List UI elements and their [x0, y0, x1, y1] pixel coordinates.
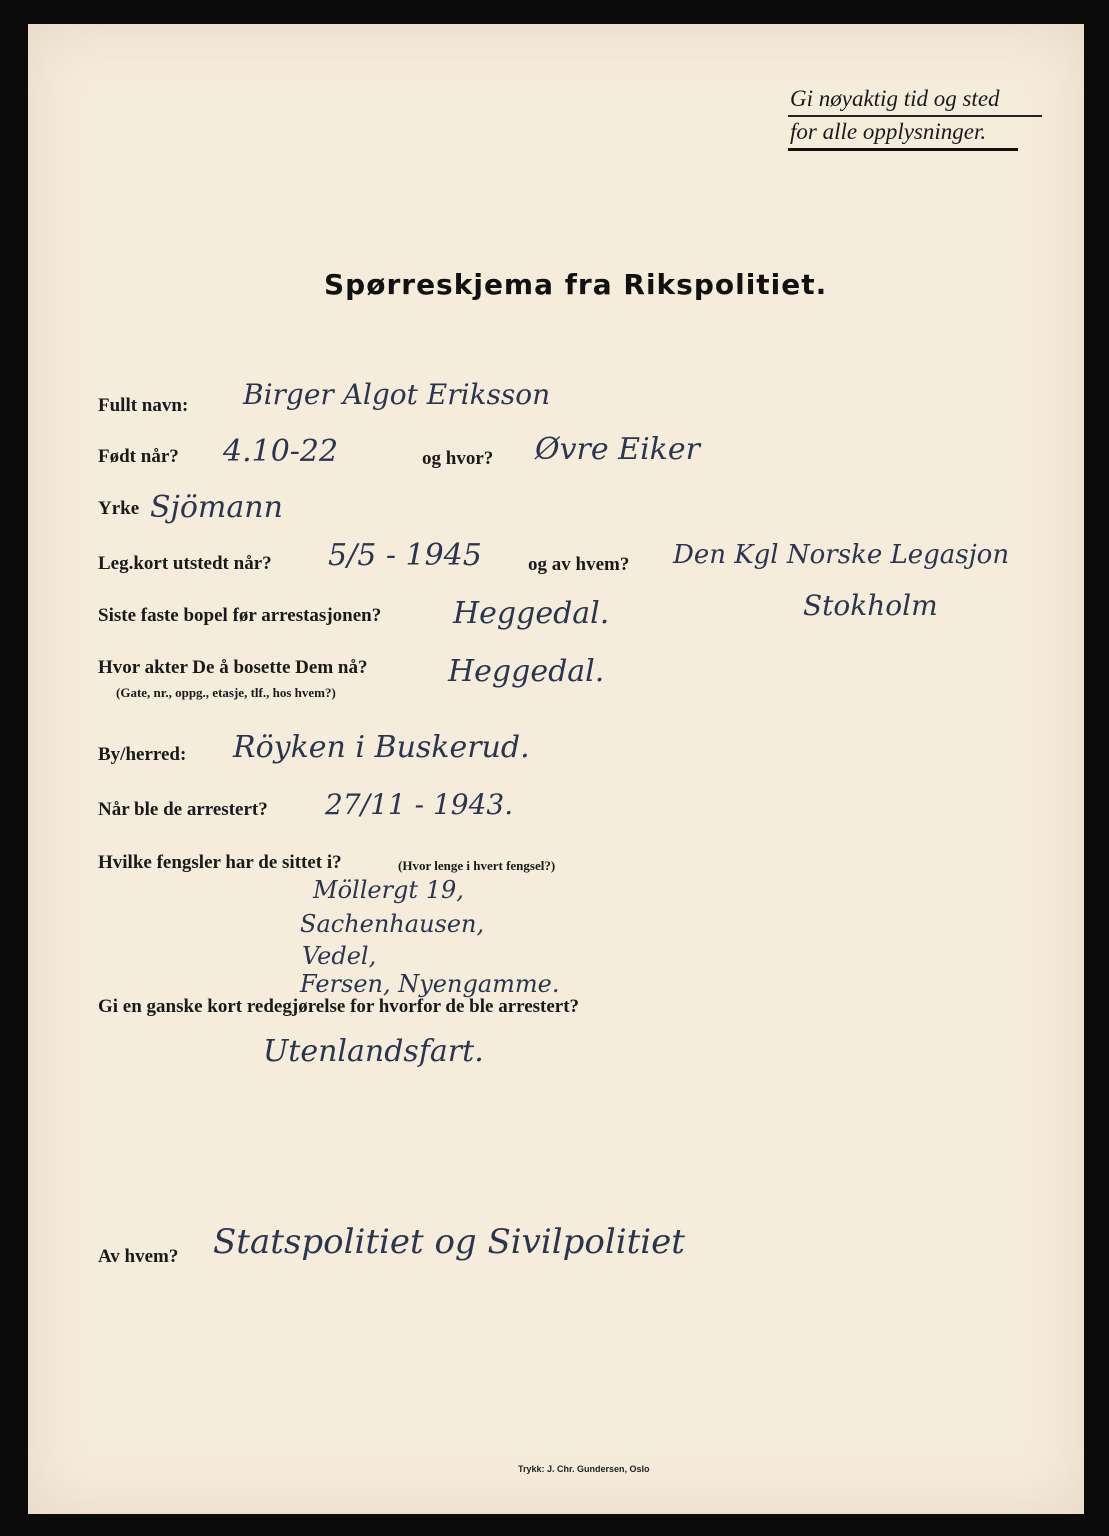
legcard-by-label: og av hvem?	[528, 554, 630, 575]
reason-label: Gi en ganske kort redegjørelse for hvorfor de ble arrestert?	[98, 996, 580, 1017]
arrested-by-value: Statspolitiet og Sivilpolitiet	[213, 1222, 685, 1262]
legcard-when-label: Leg.kort utstedt når?	[98, 553, 272, 574]
municipality-label: By/herred:	[98, 744, 187, 765]
prison-item: Sachenhausen,	[300, 910, 485, 938]
arrested-when-label: Når ble de arrestert?	[98, 799, 268, 820]
full-name-value: Birger Algot Eriksson	[243, 378, 551, 411]
settle-value: Heggedal.	[448, 654, 605, 689]
last-residence-label: Siste faste bopel før arrestasjonen?	[98, 605, 382, 626]
last-residence-value: Heggedal.	[453, 596, 610, 631]
prison-item: Vedel,	[302, 942, 377, 970]
settle-sublabel: (Gate, nr., oppg., etasje, tlf., hos hvem?)	[116, 685, 336, 700]
form-title: Spørreskjema fra Rikspolitiet.	[324, 268, 828, 301]
arrested-by-label: Av hvem?	[98, 1246, 179, 1267]
instruction-line-1: Gi nøyaktig tid og sted	[788, 84, 1042, 117]
prison-item: Fersen, Nyengamme.	[300, 970, 560, 998]
municipality-value: Röyken i Buskerud.	[233, 730, 530, 765]
printer-credit: Trykk: J. Chr. Gundersen, Oslo	[518, 1464, 650, 1474]
full-name-label: Fullt navn:	[98, 395, 189, 416]
born-where-label: og hvor?	[422, 448, 494, 469]
legcard-by-value-line2: Stokholm	[803, 589, 938, 622]
settle-label: Hvor akter De å bosette Dem nå?	[98, 657, 368, 678]
prisons-sublabel: (Hvor lenge i hvert fengsel?)	[398, 858, 556, 873]
instruction-box	[788, 84, 1042, 151]
instruction-line-2: for alle opplysninger.	[788, 117, 1018, 151]
born-when-label: Født når?	[98, 446, 179, 467]
arrested-when-value: 27/11 - 1943.	[325, 788, 514, 821]
prison-item: Möllergt 19,	[313, 876, 464, 904]
legcard-by-value-line1: Den Kgl Norske Legasjon	[673, 540, 1010, 570]
born-when-value: 4.10-22	[223, 434, 339, 469]
occupation-label: Yrke	[98, 498, 140, 519]
form-paper	[28, 24, 1084, 1514]
occupation-value: Sjömann	[150, 490, 283, 525]
prisons-label: Hvilke fengsler har de sittet i?	[98, 852, 342, 873]
legcard-when-value: 5/5 - 1945	[328, 538, 482, 573]
born-where-value: Øvre Eiker	[535, 432, 700, 467]
reason-value: Utenlandsfart.	[263, 1034, 484, 1069]
